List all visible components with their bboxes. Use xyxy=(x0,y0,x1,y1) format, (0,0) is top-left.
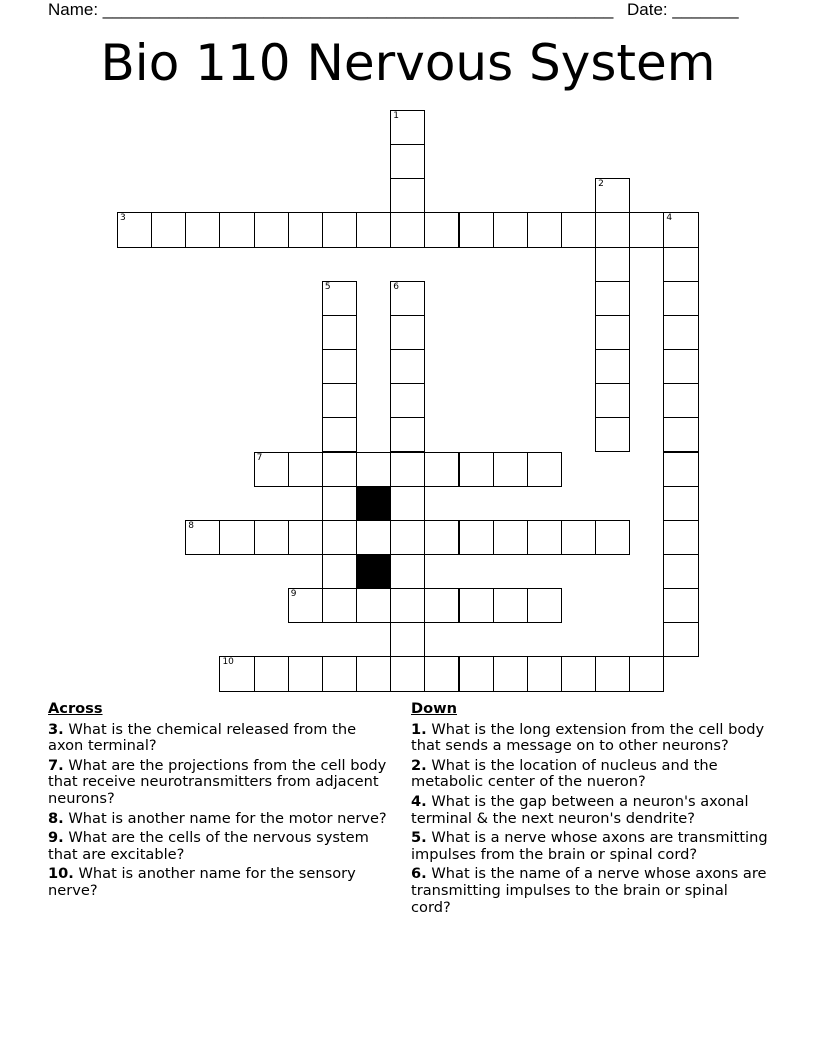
letter-cell[interactable] xyxy=(595,281,630,316)
letter-cell[interactable] xyxy=(527,212,562,247)
letter-cell[interactable] xyxy=(493,520,528,555)
letter-cell[interactable] xyxy=(390,588,425,623)
letter-cell[interactable] xyxy=(595,383,630,418)
clue-number: 10. xyxy=(48,865,74,883)
clue-start-cell[interactable] xyxy=(219,656,254,691)
clue-number: 1. xyxy=(411,720,427,738)
letter-cell[interactable] xyxy=(390,349,425,384)
letter-cell[interactable] xyxy=(527,588,562,623)
clue-text: What is the gap between a neuron's axonal terminal & the next neuron's dendrite? xyxy=(411,792,749,827)
letter-cell[interactable] xyxy=(288,656,323,691)
clue-across-3 xyxy=(48,722,393,755)
letter-cell[interactable] xyxy=(561,656,596,691)
letter-cell[interactable] xyxy=(629,656,664,691)
letter-cell[interactable] xyxy=(322,452,357,487)
letter-cell[interactable] xyxy=(390,452,425,487)
cell-number: 5 xyxy=(324,281,331,292)
clue-down-1 xyxy=(411,722,771,755)
letter-cell[interactable] xyxy=(663,622,698,657)
letter-cell[interactable] xyxy=(390,656,425,691)
letter-cell[interactable] xyxy=(663,315,698,350)
clue-text: What are the projections from the cell body that receive neurotransmitters from adjacent neurons? xyxy=(48,756,387,807)
letter-cell[interactable] xyxy=(493,588,528,623)
letter-cell[interactable] xyxy=(356,588,391,623)
cell-number: 4 xyxy=(666,213,673,224)
letter-cell[interactable] xyxy=(595,247,630,282)
page-title: Bio 110 Nervous System xyxy=(100,34,716,92)
letter-cell[interactable] xyxy=(527,452,562,487)
letter-cell[interactable] xyxy=(288,212,323,247)
clue-down-2 xyxy=(411,758,771,791)
clue-text: What is the name of a nerve whose axons are transmitting impulses to the brain or spinal cord? xyxy=(411,865,767,916)
clue-start-cell[interactable] xyxy=(663,212,698,247)
clue-number: 7. xyxy=(48,756,64,774)
letter-cell[interactable] xyxy=(595,349,630,384)
letter-cell[interactable] xyxy=(390,486,425,521)
letter-cell[interactable] xyxy=(254,212,289,247)
letter-cell[interactable] xyxy=(663,247,698,282)
letter-cell[interactable] xyxy=(459,656,494,691)
letter-cell[interactable] xyxy=(527,656,562,691)
letter-cell[interactable] xyxy=(322,383,357,418)
letter-cell[interactable] xyxy=(595,656,630,691)
letter-cell[interactable] xyxy=(151,212,186,247)
clue-text: What is a nerve whose axons are transmitting impulses from the brain or spinal cord? xyxy=(411,829,768,863)
letter-cell[interactable] xyxy=(527,520,562,555)
clue-number: 5. xyxy=(411,829,427,847)
letter-cell[interactable] xyxy=(390,315,425,350)
letter-cell[interactable] xyxy=(663,349,698,384)
letter-cell[interactable] xyxy=(595,520,630,555)
letter-cell[interactable] xyxy=(390,144,425,179)
letter-cell[interactable] xyxy=(185,212,220,247)
cell-number: 9 xyxy=(290,589,297,600)
letter-cell[interactable] xyxy=(459,588,494,623)
letter-cell[interactable] xyxy=(663,554,698,589)
letter-cell[interactable] xyxy=(459,520,494,555)
letter-cell[interactable] xyxy=(424,588,459,623)
letter-cell[interactable] xyxy=(390,178,425,213)
clue-down-5 xyxy=(411,830,771,863)
letter-cell[interactable] xyxy=(322,417,357,452)
letter-cell[interactable] xyxy=(322,315,357,350)
letter-cell[interactable] xyxy=(356,452,391,487)
letter-cell[interactable] xyxy=(663,417,698,452)
letter-cell[interactable] xyxy=(595,315,630,350)
letter-cell[interactable] xyxy=(390,622,425,657)
clue-text: What are the cells of the nervous system that are excitable? xyxy=(48,829,369,863)
letter-cell[interactable] xyxy=(390,520,425,555)
clue-text: What is the chemical released from the axon terminal? xyxy=(48,720,357,755)
cell-number: 10 xyxy=(222,657,234,668)
letter-cell[interactable] xyxy=(663,588,698,623)
letter-cell[interactable] xyxy=(493,212,528,247)
letter-cell[interactable] xyxy=(493,656,528,691)
letter-cell[interactable] xyxy=(663,383,698,418)
clue-number: 9. xyxy=(48,829,64,847)
clue-down-6 xyxy=(411,866,771,916)
letter-cell[interactable] xyxy=(288,452,323,487)
cell-number: 6 xyxy=(393,281,399,292)
clue-start-cell[interactable] xyxy=(322,281,357,316)
letter-cell[interactable] xyxy=(595,212,630,247)
clue-start-cell[interactable] xyxy=(117,212,152,247)
letter-cell[interactable] xyxy=(390,383,425,418)
clue-start-cell[interactable] xyxy=(390,281,425,316)
letter-cell[interactable] xyxy=(424,520,459,555)
letter-cell[interactable] xyxy=(390,554,425,589)
letter-cell[interactable] xyxy=(663,281,698,316)
clue-number: 3. xyxy=(48,720,64,738)
letter-cell[interactable] xyxy=(459,212,494,247)
letter-cell[interactable] xyxy=(629,212,664,247)
clue-across-9 xyxy=(48,830,393,863)
clue-text: What is the long extension from the cell body that sends a message on to other neurons? xyxy=(411,720,765,755)
cell-number: 1 xyxy=(393,111,399,121)
clue-text: What is the location of nucleus and the metabolic center of the nueron? xyxy=(411,756,718,791)
cell-number: 2 xyxy=(598,179,604,190)
down-clues xyxy=(411,701,771,919)
letter-cell[interactable] xyxy=(322,554,357,589)
letter-cell[interactable] xyxy=(663,486,698,521)
letter-cell[interactable] xyxy=(322,349,357,384)
clue-start-cell[interactable] xyxy=(288,588,323,623)
black-square xyxy=(356,486,391,521)
letter-cell[interactable] xyxy=(356,656,391,691)
clue-down-4 xyxy=(411,794,771,827)
letter-cell[interactable] xyxy=(561,212,596,247)
cell-number: 7 xyxy=(256,452,263,463)
clue-number: 2. xyxy=(411,756,427,774)
letter-cell[interactable] xyxy=(322,520,357,555)
clue-number: 4. xyxy=(411,792,427,810)
letter-cell[interactable] xyxy=(390,212,425,247)
name-field-label: Name: ______________________________________________________ xyxy=(48,0,614,19)
letter-cell[interactable] xyxy=(390,417,425,452)
letter-cell[interactable] xyxy=(424,452,459,487)
clue-across-7 xyxy=(48,758,393,808)
clue-across-10 xyxy=(48,866,393,899)
clue-start-cell[interactable] xyxy=(185,520,220,555)
letter-cell[interactable] xyxy=(219,212,254,247)
letter-cell[interactable] xyxy=(663,520,698,555)
letter-cell[interactable] xyxy=(254,520,289,555)
clue-text: What is another name for the motor nerve? xyxy=(68,809,387,827)
letter-cell[interactable] xyxy=(424,656,459,691)
letter-cell[interactable] xyxy=(424,212,459,247)
letter-cell[interactable] xyxy=(322,588,357,623)
down-heading: Down xyxy=(411,700,458,717)
letter-cell[interactable] xyxy=(595,417,630,452)
date-field-label: Date: _______ xyxy=(627,0,739,19)
letter-cell[interactable] xyxy=(561,520,596,555)
letter-cell[interactable] xyxy=(322,656,357,691)
letter-cell[interactable] xyxy=(288,520,323,555)
letter-cell[interactable] xyxy=(322,212,357,247)
letter-cell[interactable] xyxy=(219,520,254,555)
clue-number: 6. xyxy=(411,865,427,883)
across-clues xyxy=(48,701,393,903)
letter-cell[interactable] xyxy=(254,656,289,691)
clue-start-cell[interactable] xyxy=(254,452,289,487)
clue-start-cell[interactable] xyxy=(390,110,425,145)
letter-cell[interactable] xyxy=(322,486,357,521)
black-square xyxy=(356,554,391,589)
letter-cell[interactable] xyxy=(459,452,494,487)
letter-cell[interactable] xyxy=(663,452,698,487)
cell-number: 3 xyxy=(120,213,126,224)
clue-start-cell[interactable] xyxy=(595,178,630,213)
letter-cell[interactable] xyxy=(493,452,528,487)
clue-text: What is another name for the sensory nerve? xyxy=(48,865,356,899)
clue-across-8 xyxy=(48,811,393,828)
across-heading: Across xyxy=(48,700,103,717)
cell-number: 8 xyxy=(188,520,195,531)
letter-cell[interactable] xyxy=(356,520,391,555)
letter-cell[interactable] xyxy=(356,212,391,247)
clue-number: 8. xyxy=(48,809,64,827)
